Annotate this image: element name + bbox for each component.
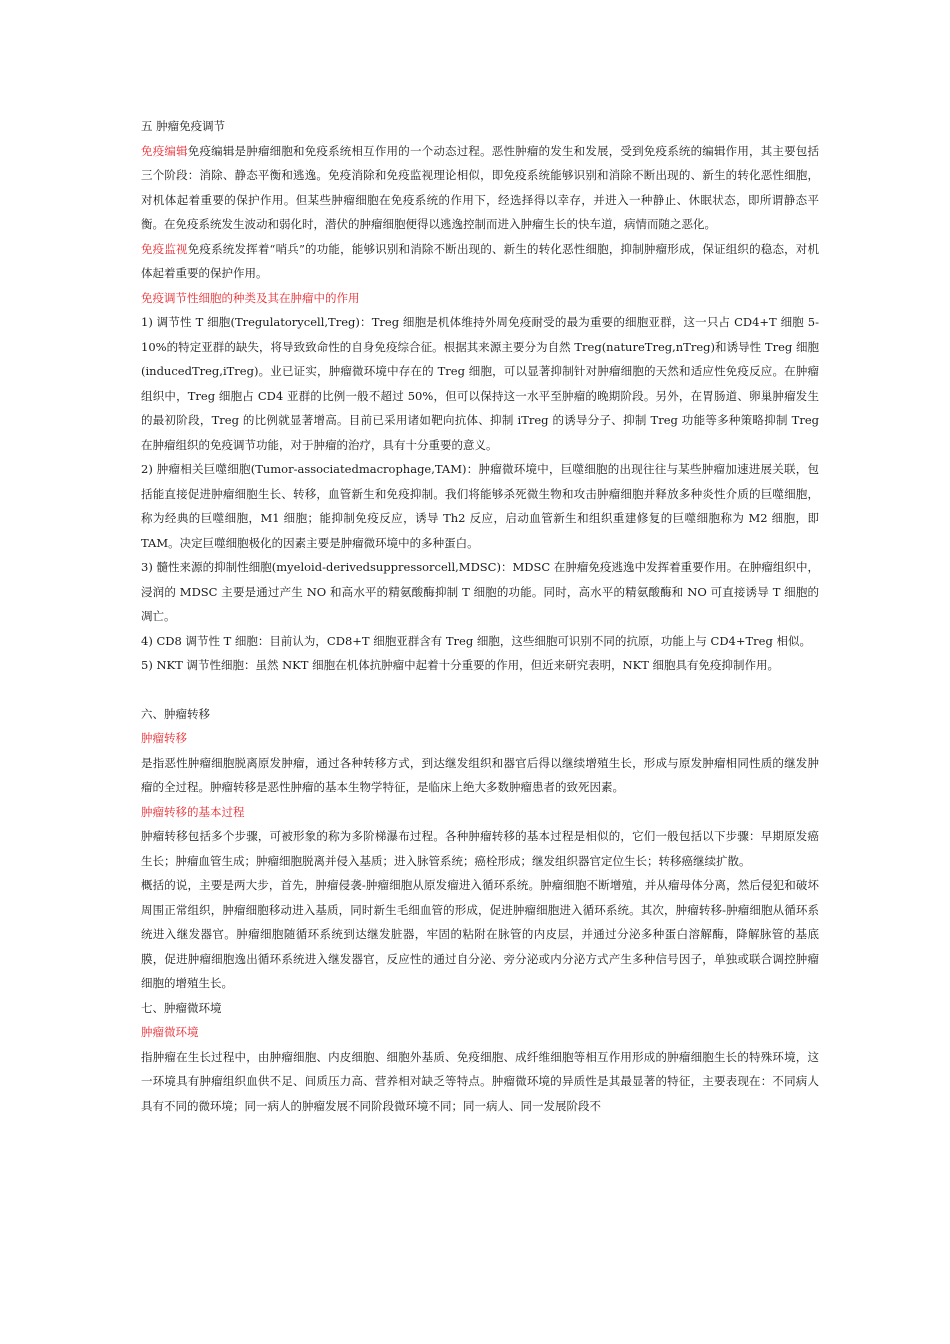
immune-surveillance-term: 免疫监视 [141, 241, 188, 256]
immune-editing-paragraph [141, 139, 819, 237]
microenvironment-body: 指肿瘤在生长过程中，由肿瘤细胞、内皮细胞、细胞外基质、免疫细胞、成纤维细胞等相互作用形成的肿瘤细胞生长的特殊环境，这一环境具有肿瘤组织血供不足、间质压力高、营养相对缺乏等特点。肿瘤微环境的异质性是其最显著的特征，主要表现在：不同病人具有不同的微环境；同一病人的肿瘤发展不同阶段微环境不同；同一病人、同一发展阶段不 [141, 1049, 819, 1113]
metastasis-process-paragraph-2: 概括的说，主要是两大步，首先，肿瘤侵袭-肿瘤细胞从原发瘤进入循环系统。肿瘤细胞不断增殖，并从瘤母体分离，然后侵犯和破坏周围正常组织，肿瘤细胞移动进入基质，同时新生毛细血管的形成，促进肿瘤细胞进入循环系统。其次，肿瘤转移-肿瘤细胞从循环系统进入继发器官。肿瘤细胞随循环系统到达继发脏器，牢固的粘附在脉管的内皮层，并通过分泌多种蛋白溶解酶，降解脉管的基底膜，促进肿瘤细胞逸出循环系统进入继发器官，反应性的通过自分泌、旁分泌或内分泌方式产生多种信号因子，单独或联合调控肿瘤细胞的增殖生长。 [141, 878, 819, 990]
metastasis-process-paragraph-1: 肿瘤转移包括多个步骤，可被形象的称为多阶梯瀑布过程。各种肿瘤转移的基本过程是相似的，它们一般包括以下步骤：早期原发癌生长；肿瘤血管生成；肿瘤细胞脱离并侵入基质；进入脉管系统；癌栓形成；继发组织器官定位生长；转移癌继续扩散。 [141, 829, 819, 868]
section-6-heading: 六、肿瘤转移 [141, 706, 210, 721]
regulatory-item-4: 4) CD8 调节性 T 细胞：目前认为，CD8+T 细胞亚群含有 Treg 细胞，这些细胞可识别不同的抗原，功能上与 CD4+Treg 相似。 [141, 633, 811, 648]
section-7-heading: 七、肿瘤微环境 [141, 1000, 222, 1015]
regulatory-item-3: 3) 髓性来源的抑制性细胞(myeloid-derivedsuppressorcell,MDSC)：MDSC 在肿瘤免疫逃逸中发挥着重要作用。在肿瘤组织中，浸润的 MDSC 主要是通过产生 NO 和高水平的精氨酸酶抑制 T 细胞的功能。同时，高水平的精氨酸酶和 NO 可直接诱导 T 细胞的凋亡。 [141, 560, 819, 623]
regulatory-item-1: 1) 调节性 T 细胞(Tregulatorycell,Treg)：Treg 细胞是机体维持外周免疫耐受的最为重要的细胞亚群，这一只占 CD4+T 细胞 5-10%的特定亚群的缺失，将导致致命性的自身免疫综合征。根据其来源主要分为自然 Treg(natureTreg,nTreg)和诱导性 Treg 细胞(inducedTreg,iTreg)。业已证实，肿瘤微环境中存在的 Treg 细胞，可以显著抑制针对肿瘤细胞的天然和适应性免疫反应。在肿瘤组织中，Treg 细胞占 CD4 亚群的比例一般不超过 50%，但可以保持这一水平至肿瘤的晚期阶段。另外，在胃肠道、卵巢肿瘤发生的最初阶段，Treg 的比例就显著增高。目前已采用诸如靶向抗体、抑制 iTreg 的诱导分子、抑制 Treg 功能等多种策略抑制 Treg 在肿瘤组织的免疫调节功能，对于肿瘤的治疗，具有十分重要的意义。 [141, 315, 819, 452]
metastasis-term: 肿瘤转移 [141, 731, 187, 745]
metastasis-body: 是指恶性肿瘤细胞脱离原发肿瘤，通过各种转移方式，到达继发组织和器官后得以继续增殖生长，形成与原发肿瘤相同性质的继发肿瘤的全过程。肿瘤转移是恶性肿瘤的基本生物学特征，是临床上绝大多数肿瘤患者的致死因素。 [141, 755, 819, 794]
regulatory-item-2: 2) 肿瘤相关巨噬细胞(Tumor-associatedmacrophage,TAM)：肿瘤微环境中，巨噬细胞的出现往往与某些肿瘤加速进展关联，包括能直接促进肿瘤细胞生长、转移，血管新生和免疫抑制。我们将能够杀死微生物和攻击肿瘤细胞并释放多种炎性介质的巨噬细胞，称为经典的巨噬细胞，M1 细胞；能抑制免疫反应，诱导 Th2 反应，启动血管新生和组织重建修复的巨噬细胞称为 M2 细胞，即 TAM。决定巨噬细胞极化的因素主要是肿瘤微环境中的多种蛋白。 [141, 462, 819, 550]
immune-surveillance-paragraph [141, 237, 819, 286]
immune-editing-term: 免疫编辑 [141, 143, 188, 158]
metastasis-process-title: 肿瘤转移的基本过程 [141, 804, 245, 819]
document-page [141, 114, 819, 1118]
regulatory-cells-title: 免疫调节性细胞的种类及其在肿瘤中的作用 [141, 290, 360, 305]
immune-surveillance-body: 免疫系统发挥着“哨兵”的功能，能够识别和消除不断出现的、新生的转化恶性细胞，抑制肿瘤形成，保证组织的稳态，对机体起着重要的保护作用。 [141, 241, 819, 280]
immune-editing-body: 免疫编辑是肿瘤细胞和免疫系统相互作用的一个动态过程。恶性肿瘤的发生和发展，受到免疫系统的编辑作用，其主要包括三个阶段：消除、静态平衡和逃逸。免疫消除和免疫监视理论相似，即免疫系统能够识别和消除不断出现的、新生的转化恶性细胞，对机体起着重要的保护作用。但某些肿瘤细胞在免疫系统的作用下，经选择得以幸存，并进入一种静止、休眠状态，即所谓静态平衡。在免疫系统发生波动和弱化时，潜伏的肿瘤细胞便得以逃逸控制而进入肿瘤生长的快车道，病情而随之恶化。 [141, 143, 820, 231]
section-5-heading: 五 肿瘤免疫调节 [141, 119, 226, 133]
microenvironment-term: 肿瘤微环境 [141, 1025, 199, 1039]
section-gap [141, 678, 819, 702]
regulatory-item-5: 5) NKT 调节性细胞：虽然 NKT 细胞在机体抗肿瘤中起着十分重要的作用，但近来研究表明，NKT 细胞具有免疫抑制作用。 [141, 658, 780, 672]
